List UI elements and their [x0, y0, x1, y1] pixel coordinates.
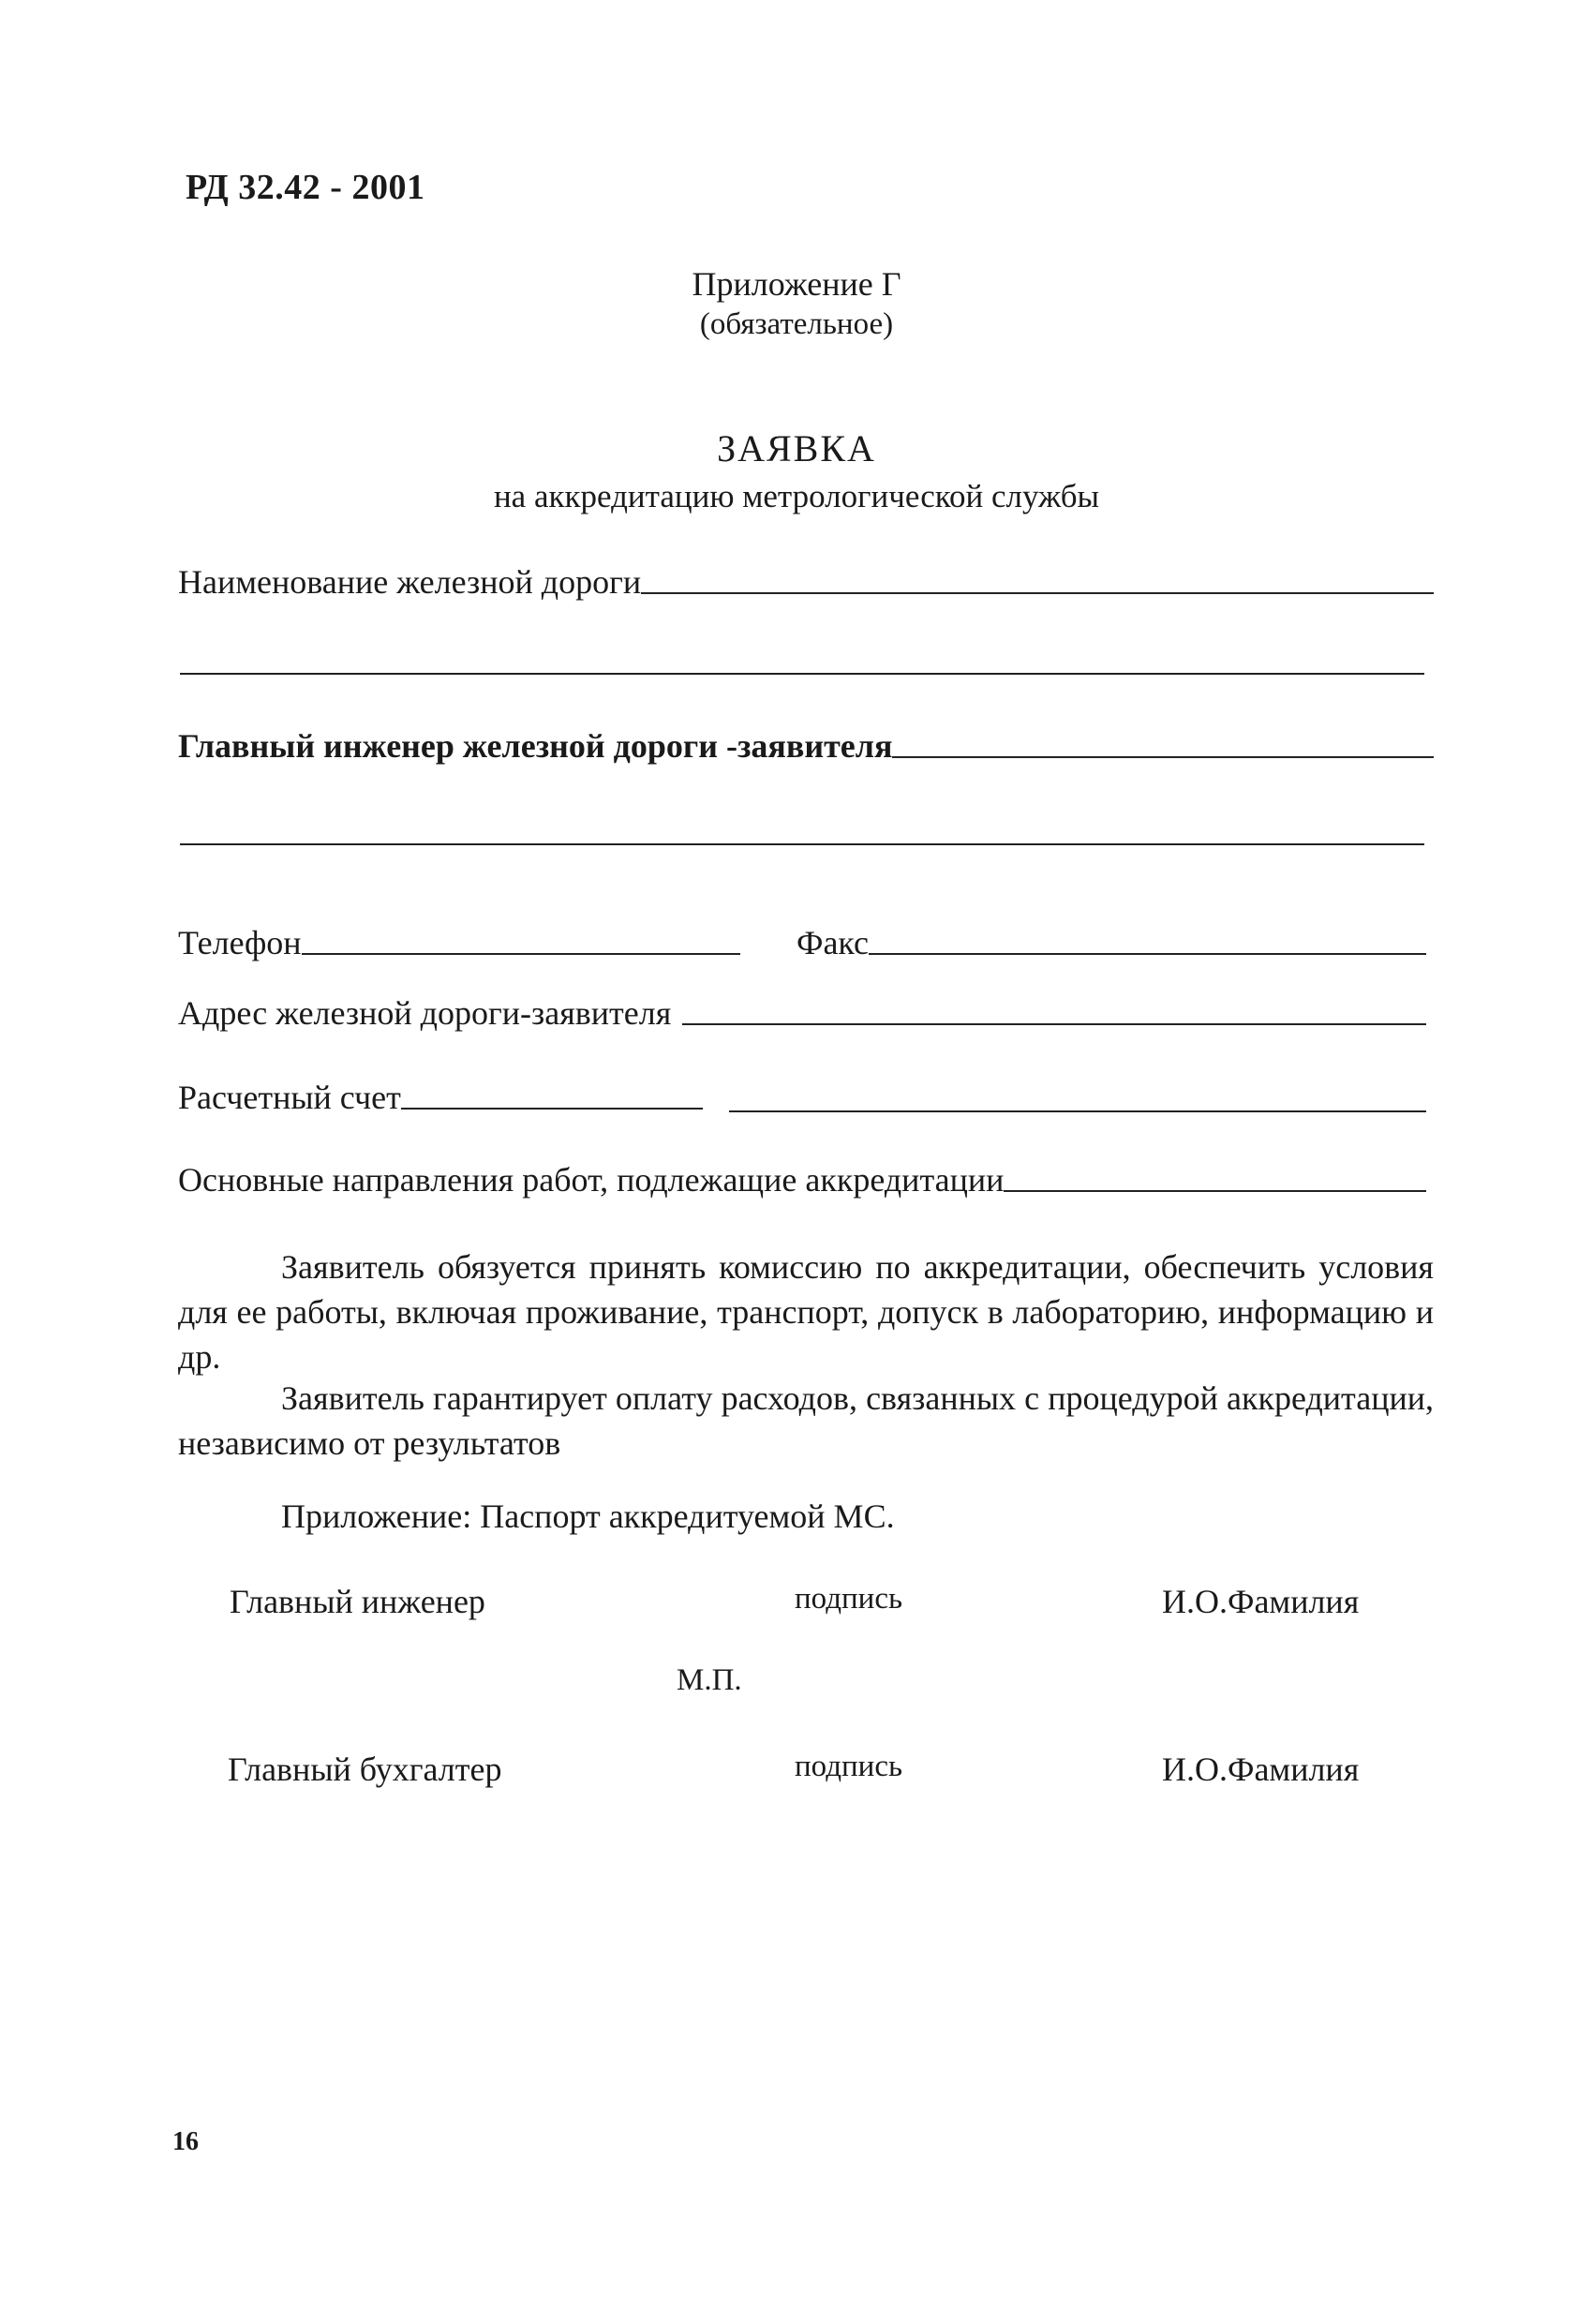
field-directions: [178, 1160, 1426, 1199]
field-railway-name: [178, 562, 1434, 602]
field-label: Основные направления работ, подлежащие аккредитации: [178, 1161, 1005, 1199]
field-label: Адрес железной дороги-заявителя: [178, 994, 672, 1032]
field-address: [178, 993, 1426, 1033]
attachment-note: Приложение: Паспорт аккредитуемой МС.: [281, 1497, 895, 1535]
field-fax: [796, 923, 1426, 962]
paragraph-obligation: Заявитель обязуется принять комиссию по аккредитации, обеспечить условия для ее работы, включая проживание, транспорт, допуск в лабораторию, информацию и др.: [178, 1248, 1434, 1376]
fill-line: [401, 1108, 703, 1110]
field-account: [178, 1078, 703, 1117]
fill-line: [869, 953, 1426, 955]
form-title: ЗАЯВКА: [717, 427, 876, 469]
fill-line: [729, 1110, 1426, 1112]
field-phone: [178, 923, 740, 962]
fill-line: [180, 843, 1424, 845]
field-label: Наименование железной дороги: [178, 563, 642, 601]
fill-line: [892, 756, 1434, 758]
fill-line: [302, 953, 740, 955]
engineer-name: И.О.Фамилия: [1162, 1583, 1360, 1620]
page-number: 16: [172, 2127, 199, 2156]
engineer-role: Главный инженер: [230, 1583, 485, 1620]
fill-line: [641, 592, 1434, 594]
field-label: Телефон: [178, 924, 302, 961]
document-code: РД 32.42 - 2001: [186, 168, 425, 207]
appendix-title: Приложение Г: [692, 265, 901, 303]
accountant-signature: подпись: [795, 1750, 903, 1783]
fill-line: [180, 673, 1424, 675]
appendix-note: (обязательное): [699, 307, 894, 341]
field-chief-engineer: [178, 726, 1434, 766]
fill-line: [682, 1023, 1426, 1025]
stamp-place: М.П.: [677, 1663, 742, 1697]
engineer-signature: подпись: [795, 1582, 903, 1616]
field-label: Расчетный счет: [178, 1079, 401, 1116]
accountant-name: И.О.Фамилия: [1162, 1750, 1360, 1788]
fill-line: [1004, 1190, 1426, 1192]
field-label: Главный инженер железной дороги -заявителя: [178, 727, 893, 765]
form-subtitle: на аккредитацию метрологической службы: [493, 478, 1100, 514]
paragraph-guarantee: Заявитель гарантирует оплату расходов, связанных с процедурой аккредитации, независимо от результатов: [178, 1379, 1434, 1462]
field-label: Факс: [796, 924, 869, 961]
accountant-role: Главный бухгалтер: [228, 1750, 502, 1788]
